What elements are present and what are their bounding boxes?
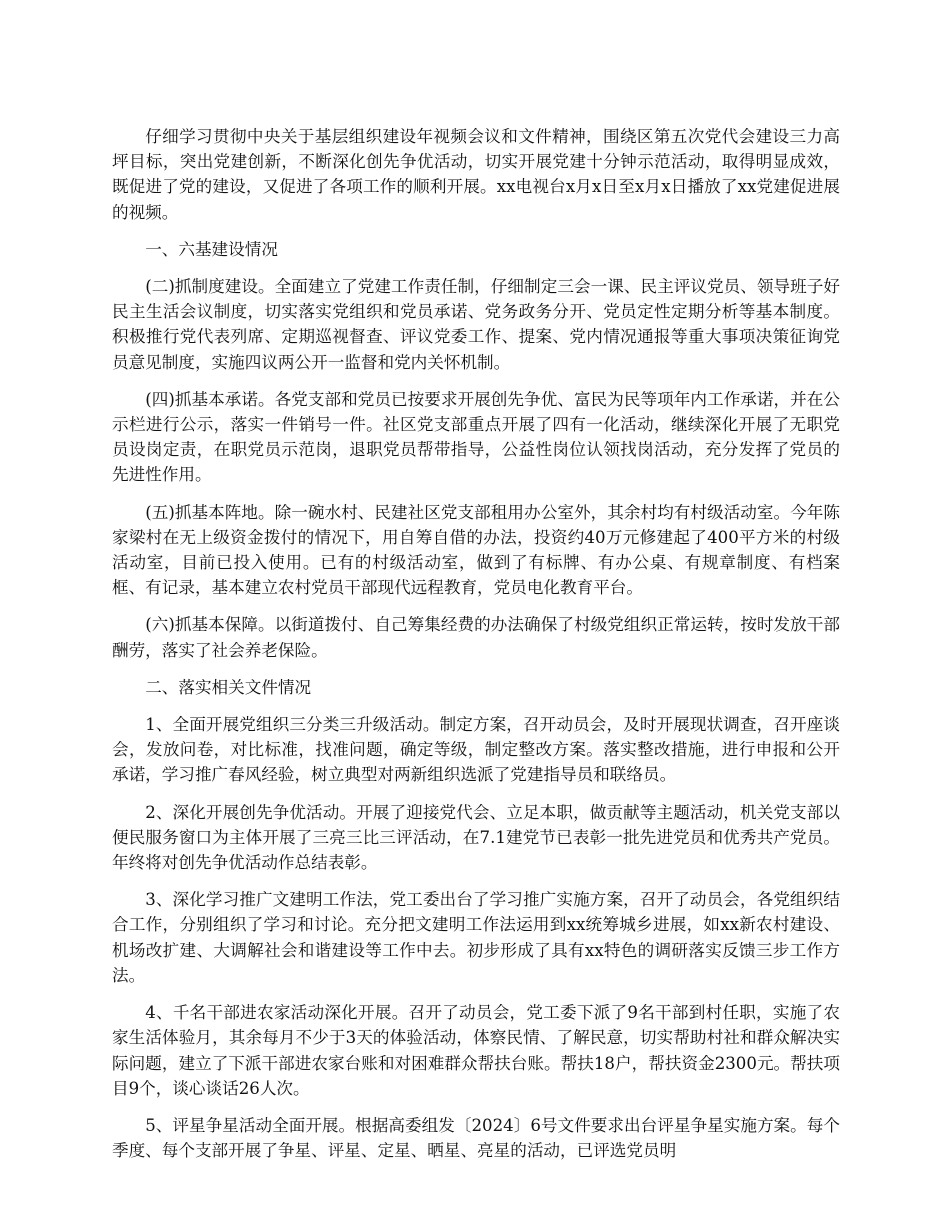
paragraph-item-5: 5、评星争星活动全面开展。根据高委组发〔2024〕6号文件要求出台评星争星实施方案。每个季度、每个支部开展了争星、评星、定星、晒星、亮星的活动，已评选党员明: [112, 1115, 840, 1161]
paragraph-item-2: 2、深化开展创先争优活动。开展了迎接党代会、立足本职，做贡献等主题活动，机关党支部以便民服务窗口为主体开展了三亮三比三评活动，在7.1建党节已表彰一批先进党员和优秀共产党员。年终将对创先争优活动作总结表彰。: [112, 802, 840, 873]
paragraph-item-1: 1、全面开展党组织三分类三升级活动。制定方案，召开动员会，及时开展现状调查，召开座谈会，发放问卷，对比标准，找准问题，确定等级，制定整改方案。落实整改措施，进行申报和公开承诺，学习推广春风经验，树立典型对两新组织选派了党建指导员和联络员。: [112, 715, 840, 785]
paragraph-basic-guarantee: (六)抓基本保障。以街道拨付、自己筹集经费的办法确保了村级党组织正常运转，按时发放干部酬劳，落实了社会养老保险。: [112, 615, 840, 660]
section-heading-1: 一、六基建设情况: [145, 239, 278, 259]
paragraph-system-building: (二)抓制度建设。全面建立了党建工作责任制，仔细制定三会一课、民主评议党员、领导班子好民主生活会议制度，切实落实党组织和党员承诺、党务政务分开、党员定性定期分析等基本制度。积极推行党代表列席、定期巡视督查、评议党委工作、提案、党内情况通报等重大事项决策征询党员意见制度，实施四议两公开一监督和党内关怀机制。: [112, 277, 840, 372]
paragraph-item-3: 3、深化学习推广文建明工作法，党工委出台了学习推广实施方案，召开了动员会，各党组织结合工作，分别组织了学习和讨论。充分把文建明工作法运用到xx统筹城乡进展，如xx新农村建设、机场改扩建、大调解社会和谐建设等工作中去。初步形成了具有xx特色的调研落实反馈三步工作方法。: [112, 890, 840, 985]
intro-paragraph: 仔细学习贯彻中央关于基层组织建设年视频会议和文件精神，围绕区第五次党代会建设三力高坪目标，突出党建创新，不断深化创先争优活动，切实开展党建十分钟示范活动，取得明显成效，既促进了党的建设，又促进了各项工作的顺利开展。xx电视台x月x日至x月x日播放了xx党建促进展的视频。: [112, 127, 840, 222]
paragraph-basic-venue: (五)抓基本阵地。除一碗水村、民建社区党支部租用办公室外，其余村均有村级活动室。今年陈家梁村在无上级资金拨付的情况下，用自筹自借的办法，投资约40万元修建起了400平方米的村级活动室，目前已投入使用。已有的村级活动室，做到了有标牌、有办公桌、有规章制度、有档案框、有记录，基本建立农村党员干部现代远程教育，党员电化教育平台。: [112, 502, 840, 598]
paragraph-basic-commitment: (四)抓基本承诺。各党支部和党员已按要求开展创先争优、富民为民等项年内工作承诺，并在公示栏进行公示，落实一件销号一件。社区党支部重点开展了四有一化活动，继续深化开展了无职党员设岗定责，在职党员示范岗，退职党员帮带指导，公益性岗位认领找岗活动，充分发挥了党员的先进性作用。: [112, 389, 840, 485]
paragraph-item-4: 4、千名干部进农家活动深化开展。召开了动员会，党工委下派了9名干部到村任职，实施了农家生活体验月，其余每月不少于3天的体验活动，体察民情、了解民意，切实帮助村社和群众解决实际问题，建立了下派干部进农家台账和对困难群众帮扶台账。帮扶18户，帮扶资金2300元。帮扶项目9个，谈心谈话26人次。: [112, 1003, 840, 1098]
section-heading-2: 二、落实相关文件情况: [145, 677, 312, 697]
